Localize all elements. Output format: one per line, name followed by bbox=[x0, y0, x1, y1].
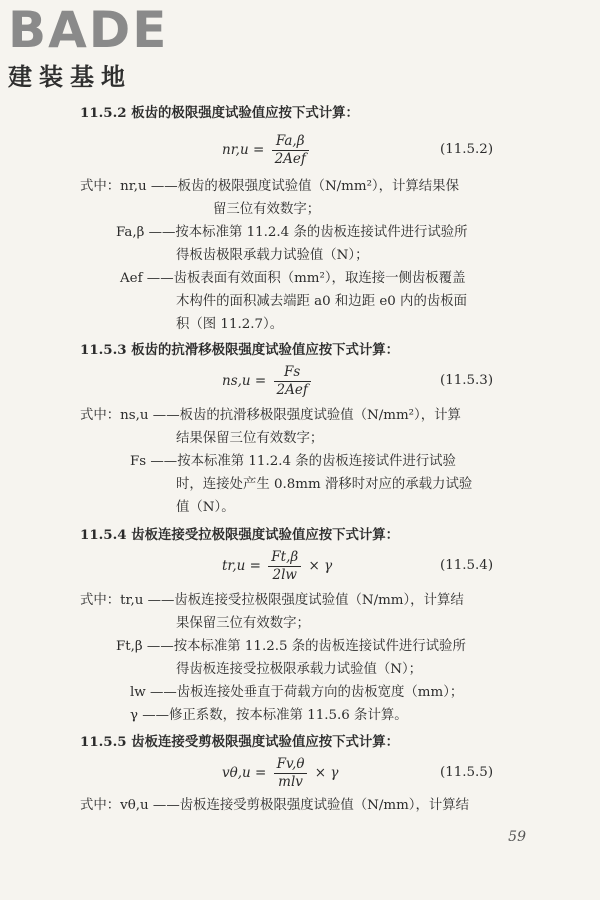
formula-lhs: tr,u = bbox=[222, 558, 261, 574]
denominator: 2lw bbox=[272, 567, 297, 583]
logo-wordmark: BADE bbox=[8, 1, 169, 59]
definition-line: 果保留三位有效数字； bbox=[176, 616, 310, 631]
definition-line: Ft,β ——按本标准第 11.2.5 条的齿板连接试件进行试验所 bbox=[116, 639, 466, 654]
section-11-5-2-heading: 11.5.2 板齿的极限强度试验值应按下式计算： bbox=[80, 105, 359, 121]
definition-line: Fs ——按本标准第 11.2.4 条的齿板连接试件进行试验 bbox=[130, 454, 456, 469]
formula-11-5-5 bbox=[222, 757, 338, 790]
equation-number: (11.5.2) bbox=[440, 142, 494, 157]
bade-logo bbox=[8, 1, 178, 92]
definition-line: 时，连接处产生 0.8mm 滑移时对应的承载力试验 bbox=[176, 477, 473, 492]
logo-subtitle: 建装基地 bbox=[8, 63, 132, 91]
numerator: Fa,β bbox=[272, 134, 309, 151]
definition-line: 值（N）。 bbox=[176, 500, 235, 515]
definition-line: 留三位有效数字； bbox=[213, 202, 321, 217]
definition-line: lw ——齿板连接处垂直于荷载方向的齿板宽度（mm）； bbox=[130, 685, 464, 700]
formula-11-5-4 bbox=[222, 550, 332, 583]
numerator: Ft,β bbox=[268, 550, 301, 567]
denominator: 2Aef bbox=[276, 382, 308, 398]
definition-line: Fa,β ——按本标准第 11.2.4 条的齿板连接试件进行试验所 bbox=[116, 225, 468, 240]
denominator: mlv bbox=[278, 774, 303, 790]
definition-line: 式中：nr,u ——板齿的极限强度试验值（N/mm²），计算结果保 bbox=[80, 179, 459, 194]
formula-11-5-3 bbox=[222, 365, 314, 398]
section-11-5-3-heading: 11.5.3 板齿的抗滑移极限强度试验值应按下式计算： bbox=[80, 342, 400, 358]
section-11-5-5-heading: 11.5.5 齿板连接受剪极限强度试验值应按下式计算： bbox=[80, 734, 400, 750]
definition-line: 式中：ns,u ——板齿的抗滑移极限强度试验值（N/mm²），计算 bbox=[80, 408, 461, 423]
section-11-5-4-heading: 11.5.4 齿板连接受拉极限强度试验值应按下式计算： bbox=[80, 527, 400, 543]
numerator: Fs bbox=[274, 365, 311, 382]
definition-line: γ ——修正系数，按本标准第 11.5.6 条计算。 bbox=[130, 708, 408, 723]
equation-number: (11.5.4) bbox=[440, 558, 494, 573]
page-number: 59 bbox=[508, 829, 526, 845]
formula-lhs: nr,u = bbox=[222, 142, 265, 158]
equation-number: (11.5.3) bbox=[440, 373, 494, 388]
definition-line: 得板齿极限承载力试验值（N）； bbox=[176, 248, 369, 263]
formula-11-5-2 bbox=[222, 134, 312, 167]
definition-line: Aef ——齿板表面有效面积（mm²），取连接一侧齿板覆盖 bbox=[120, 271, 466, 286]
equation-number: (11.5.5) bbox=[440, 765, 494, 780]
formula-lhs: ns,u = bbox=[222, 373, 267, 389]
formula-lhs: vθ,u = bbox=[222, 765, 267, 781]
definition-line: 式中：vθ,u ——齿板连接受剪极限强度试验值（N/mm），计算结 bbox=[80, 798, 470, 813]
denominator: 2Aef bbox=[274, 151, 306, 167]
fraction bbox=[268, 550, 301, 583]
numerator: Fv,θ bbox=[274, 757, 308, 774]
fraction bbox=[272, 134, 309, 167]
fraction bbox=[274, 365, 311, 398]
fraction bbox=[274, 757, 308, 790]
definition-line: 结果保留三位有效数字； bbox=[176, 431, 324, 446]
formula-tail: × γ bbox=[314, 765, 339, 781]
definition-line: 积（图 11.2.7）。 bbox=[176, 317, 284, 332]
definition-line: 木构件的面积减去端距 a0 和边距 e0 内的齿板面 bbox=[176, 294, 468, 309]
formula-tail: × γ bbox=[308, 558, 333, 574]
definition-line: 式中：tr,u ——齿板连接受拉极限强度试验值（N/mm），计算结 bbox=[80, 593, 464, 608]
definition-line: 得齿板连接受拉极限承载力试验值（N）； bbox=[176, 662, 423, 677]
